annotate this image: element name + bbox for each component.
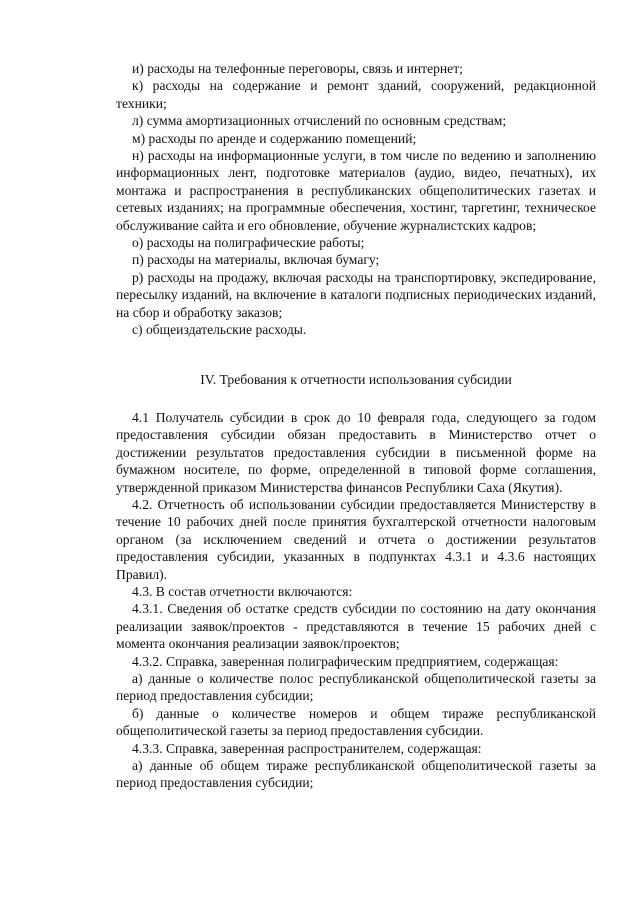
paragraph-4-3-1: 4.3.1. Сведения об остатке средств субсидии по состоянию на дату окончания реализации заявок/проектов - представляются в течение 15 рабочих дней с момента окончания реализации заявок/проектов;	[116, 601, 596, 652]
paragraph-4-1: 4.1 Получатель субсидии в срок до 10 февраля года, следующего за годом предоставления субсидии обязан предоставить в Министерство отчет о достижении результатов предоставления субсидии в письменной форме на бумажном носителе, по форме, определенной в типовой форме соглашения, утвержденной приказом Министерства финансов Республики Саха (Якутия).	[116, 409, 596, 495]
list-item-m: м) расходы по аренде и содержанию помещений;	[132, 130, 417, 146]
paragraph-4-3-2-a: а) данные о количестве полос республиканской общеполитической газеты за период предоставления субсидии;	[116, 671, 596, 704]
paragraph-4-3-2-b: б) данные о количестве номеров и общем тираже республиканской общеполитической газеты за период предоставления субсидии.	[116, 705, 596, 739]
paragraph-4-3: 4.3. В состав отчетности включаются:	[132, 583, 353, 599]
section-heading: IV. Требования к отчетности использования субсидии	[200, 371, 512, 387]
list-item-r: р) расходы на продажу, включая расходы на транспортировку, экспедирование, пересылку изданий, на включение в каталоги подписных периодических изданий, на сбор и обработку заказов;	[116, 269, 596, 320]
paragraph-4-3-2: 4.3.2. Справка, заверенная полиграфическим предприятием, содержащая:	[132, 653, 559, 669]
list-item-l: л) сумма амортизационных отчислений по основным средствам;	[132, 113, 507, 129]
paragraph-4-2: 4.2. Отчетность об использовании субсидии предоставляется Министерству в течение 10 рабочих дней после принятия бухгалтерской отчетности налоговым органом (за исключением сведений и отчета о достижении результатов предоставления субсидии, указанных в подпунктах 4.3.1 и 4.3.6 настоящих Правил).	[116, 496, 596, 582]
list-item-o: о) расходы на полиграфические работы;	[132, 235, 365, 251]
list-item-i: и) расходы на телефонные переговоры, связь и интернет;	[132, 61, 463, 76]
paragraph-4-3-3-a: а) данные об общем тираже республиканской общеполитической газеты за период предоставления субсидии;	[116, 758, 596, 791]
list-item-s: с) общеиздательские расходы.	[132, 322, 307, 338]
list-item-n: н) расходы на информационные услуги, в том числе по ведению и заполнению информационных лент, подготовке материалов (аудио, видео, печатных), их монтажа и распространения в республиканских общеполитических газетах и сетевых изданиях; на программные обеспечения, хостинг, таргетинг, техническое обслуживание сайта и его обновление, обучение журналистских кадров;	[116, 148, 596, 233]
list-item-p: п) расходы на материалы, включая бумагу;	[132, 252, 380, 268]
paragraph-4-3-3: 4.3.3. Справка, заверенная распространителем, содержащая:	[132, 740, 482, 756]
list-item-k: к) расходы на содержание и ремонт зданий, сооружений, редакционной техники;	[116, 78, 596, 111]
document-body	[116, 60, 596, 792]
